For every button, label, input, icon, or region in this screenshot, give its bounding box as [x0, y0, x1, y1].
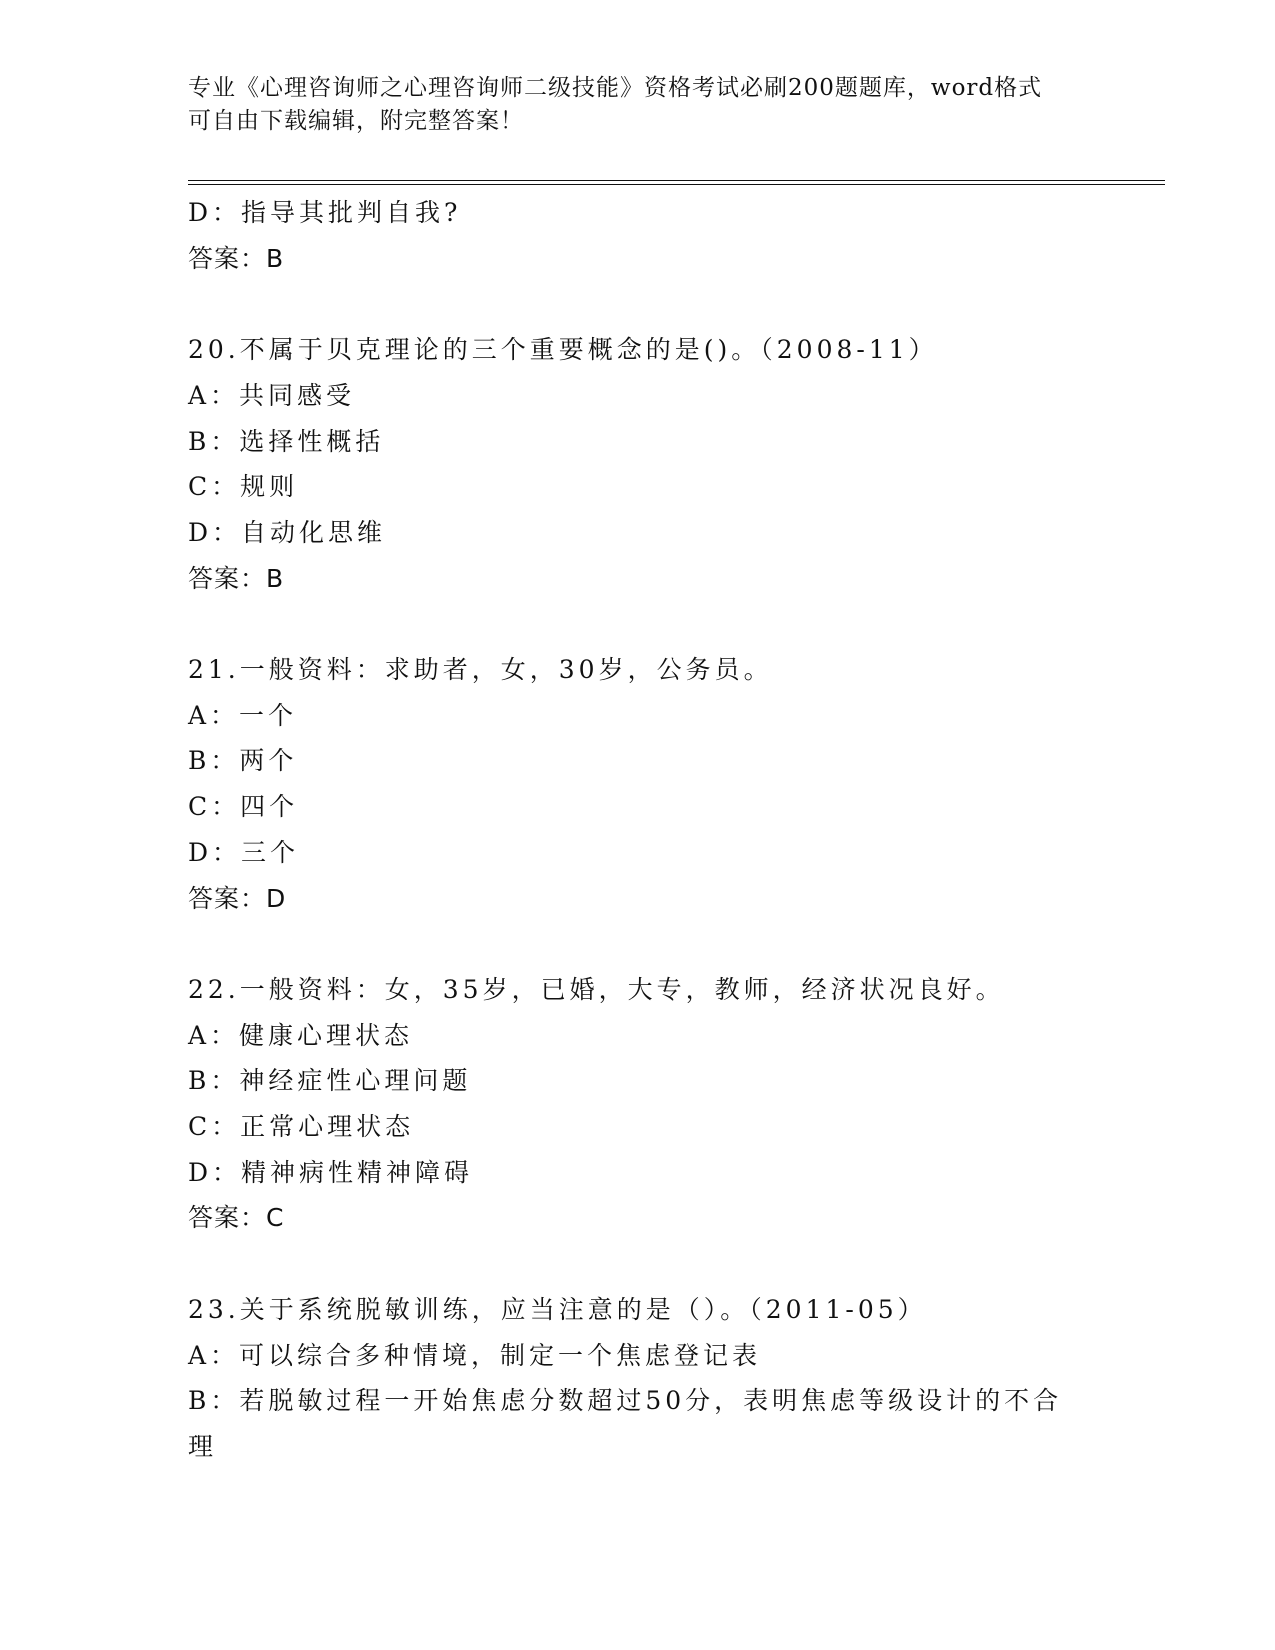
- option-d: D：精神病性精神障碍: [188, 1157, 474, 1187]
- question-text: 22.一般资料：女，35岁，已婚，大专，教师，经济状况良好。: [188, 974, 1005, 1004]
- option-c: C：规则: [188, 472, 299, 502]
- question-23: [188, 1287, 1088, 1470]
- option-a: A：一个: [188, 700, 298, 730]
- option-b: B：选择性概括: [188, 426, 385, 456]
- answer: 答案：D: [188, 883, 287, 913]
- option-b: B：若脱敏过程一开始焦虑分数超过50分，表明焦虑等级设计的不合理: [188, 1386, 1063, 1461]
- question-text: 23.关于系统脱敏训练，应当注意的是（）。（2011-05）: [188, 1294, 927, 1324]
- option-d: D：三个: [188, 837, 300, 867]
- answer: 答案：B: [188, 563, 285, 593]
- document-body: [188, 190, 1088, 1470]
- header-divider: [188, 180, 1165, 185]
- option-a: A：健康心理状态: [188, 1020, 414, 1050]
- spacer: [188, 601, 1088, 647]
- answer: 答案：C: [188, 1203, 285, 1233]
- option-a: A：共同感受: [188, 380, 356, 410]
- question-21: [188, 647, 1088, 921]
- option-a: A：可以综合多种情境，制定一个焦虑登记表: [188, 1340, 762, 1370]
- option-d-continued: D：指导其批判自我?: [188, 198, 462, 227]
- option-b: B：两个: [188, 746, 298, 776]
- option-c: C：正常心理状态: [188, 1112, 415, 1142]
- answer-continued: 答案：B: [188, 243, 285, 273]
- question-20: [188, 327, 1088, 601]
- spacer: [188, 921, 1088, 967]
- option-c: C：四个: [188, 792, 299, 822]
- spacer: [188, 1241, 1088, 1287]
- question-text: 21.一般资料：求助者，女，30岁，公务员。: [188, 655, 773, 684]
- option-d: D：自动化思维: [188, 517, 387, 547]
- question-22: [188, 967, 1088, 1241]
- page-header: [188, 72, 1088, 138]
- header-line-2: 可自由下载编辑，附完整答案！: [188, 108, 524, 134]
- option-b: B：神经症性心理问题: [188, 1066, 472, 1096]
- spacer: [188, 281, 1088, 327]
- question-text: 20.不属于贝克理论的三个重要概念的是()。（2008-11）: [188, 335, 938, 365]
- header-line-1: 专业《心理咨询师之心理咨询师二级技能》资格考试必刷200题题库，word格式: [188, 75, 1043, 101]
